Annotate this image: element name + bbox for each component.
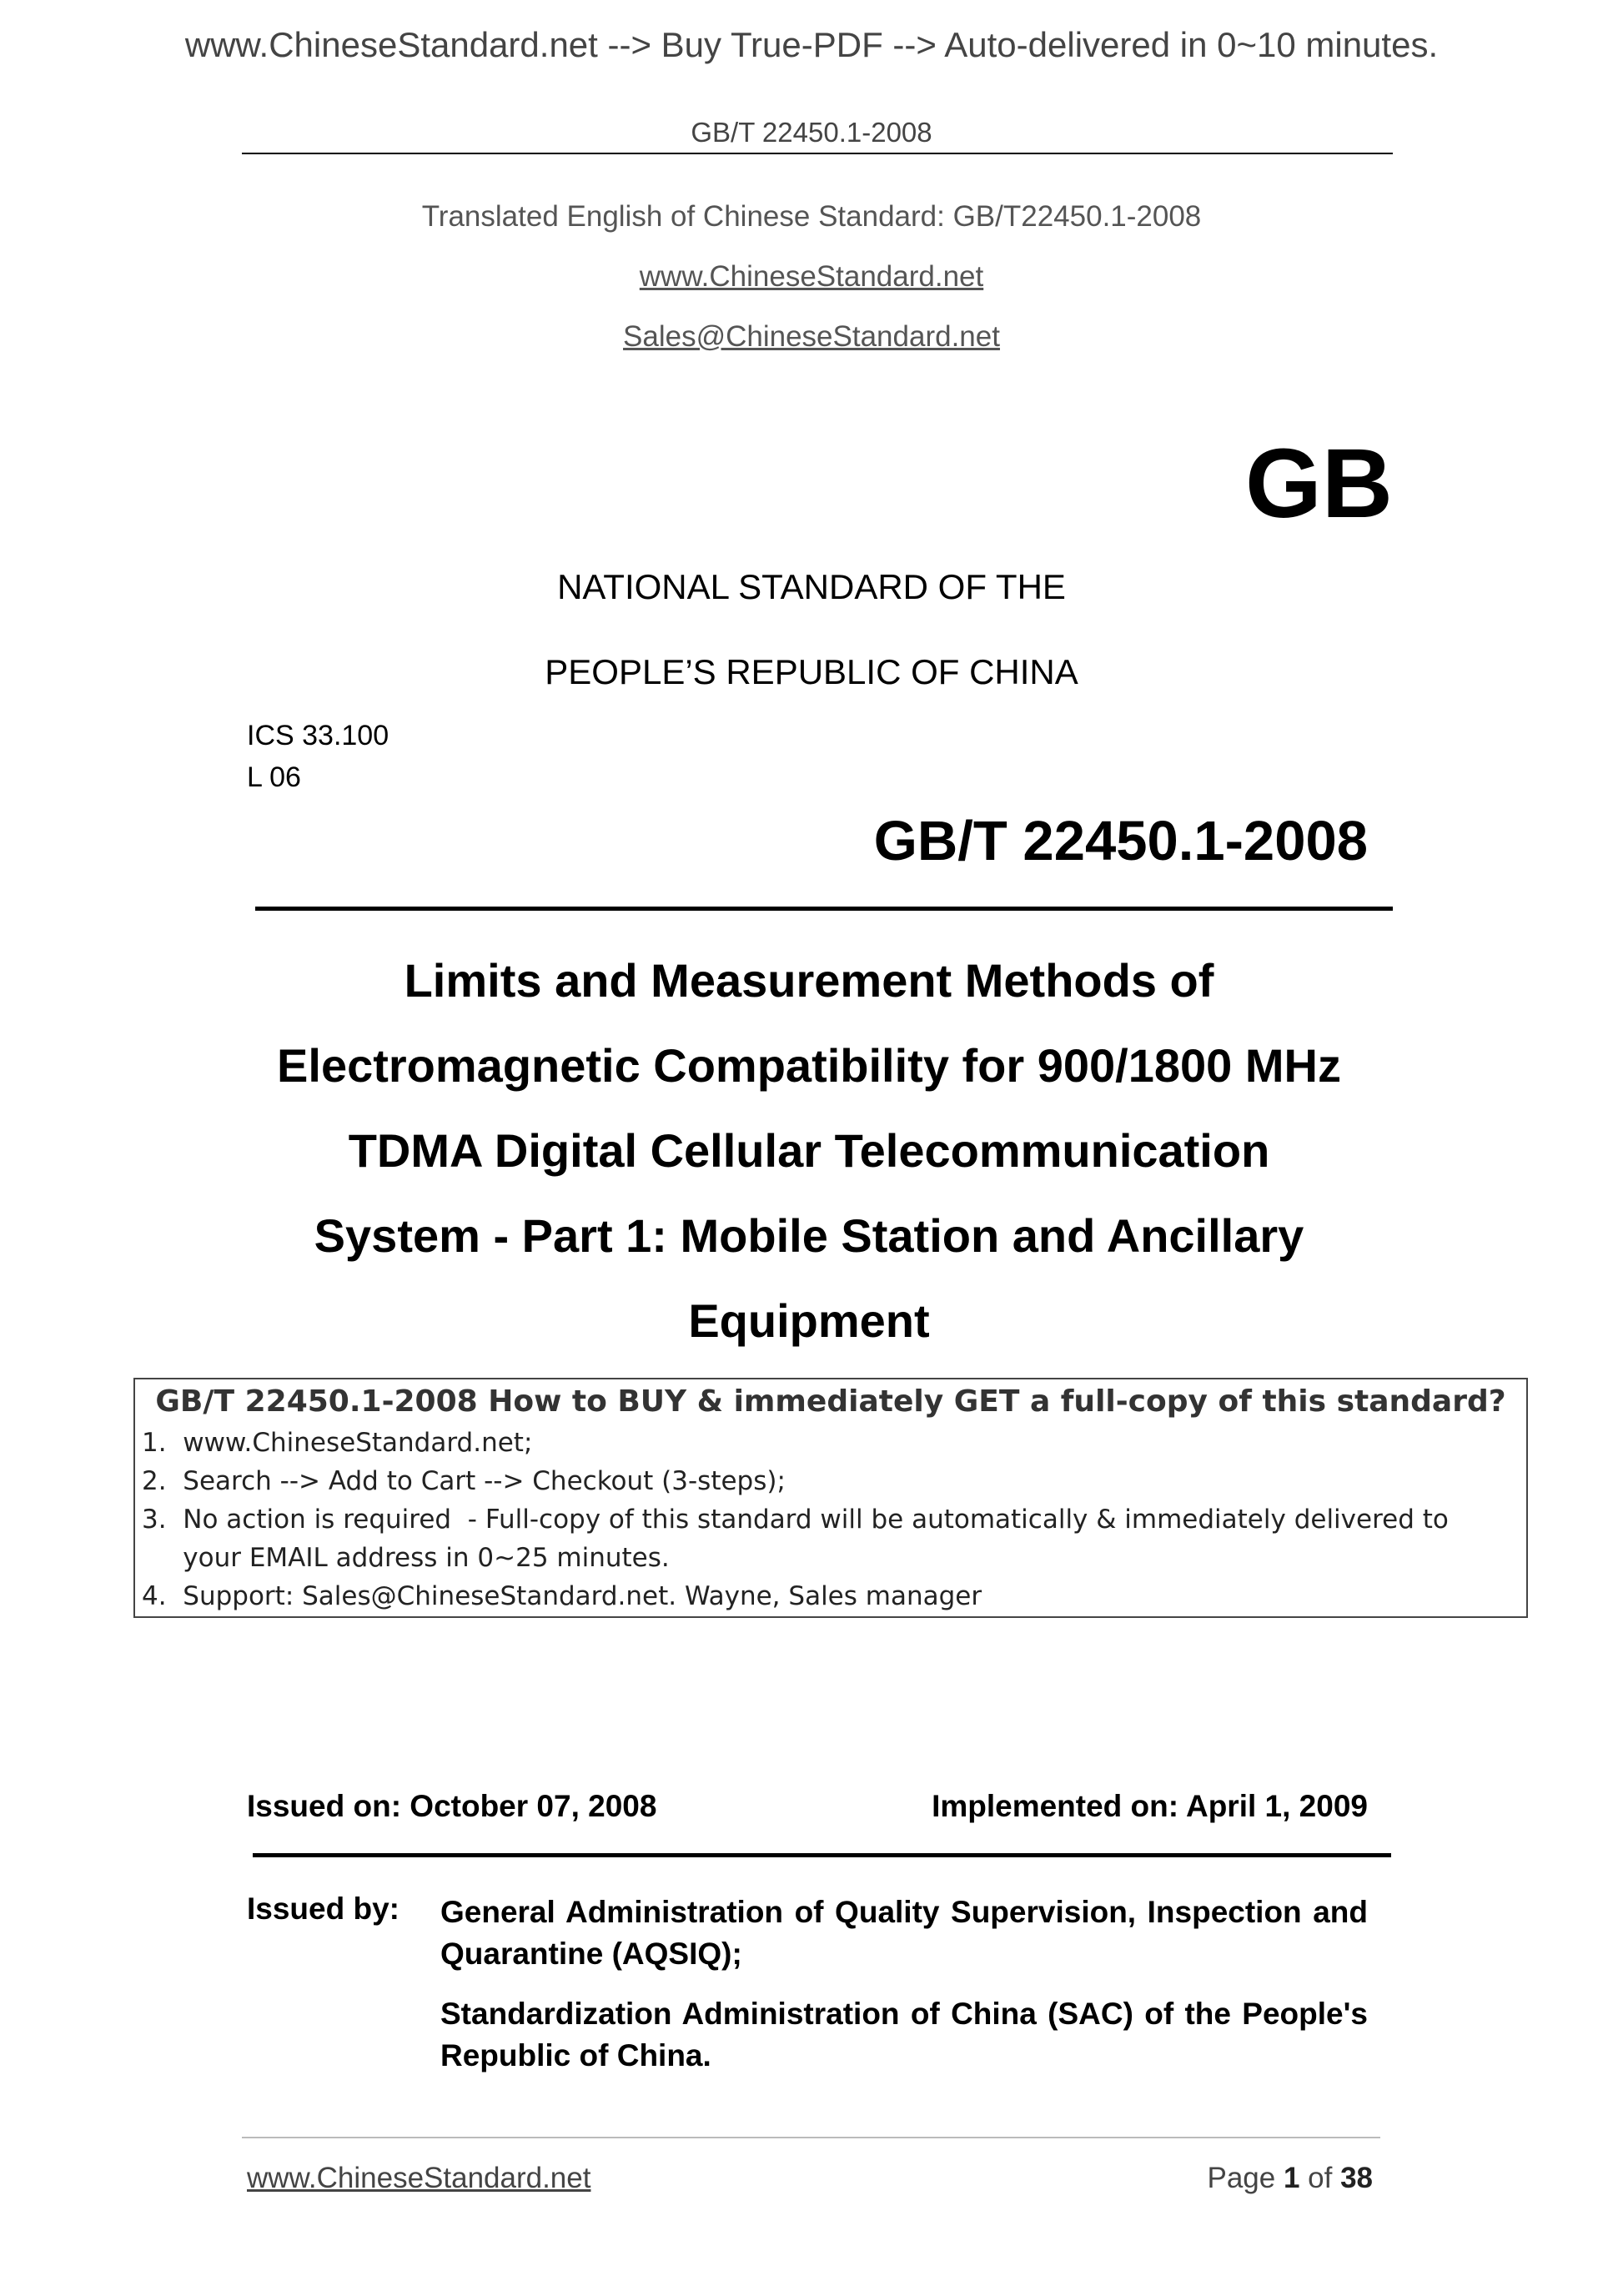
page-indicator	[1001, 2162, 1373, 2195]
gb-mark: GB	[1245, 429, 1393, 539]
page-prefix: Page	[1207, 2162, 1284, 2194]
purchase-info-box	[133, 1378, 1528, 1618]
translation-note: Translated English of Chinese Standard: GB/T22450.1-2008	[421, 200, 1202, 233]
national-standard-line1: NATIONAL STANDARD OF THE	[557, 567, 1066, 606]
dates-divider	[253, 1853, 1391, 1857]
email-link[interactable]: Sales@ChineseStandard.net	[623, 320, 1000, 353]
title-line: TDMA Digital Cellular Telecommunication	[348, 1124, 1270, 1177]
issued-by-label: Issued by:	[247, 1892, 399, 1926]
purchase-step-continued: your EMAIL address in 0~25 minutes.	[142, 1543, 670, 1573]
page-current: 1	[1283, 2162, 1300, 2194]
title-line: System - Part 1: Mobile Station and Ancillary	[314, 1209, 1304, 1262]
issuer-sac: Standardization Administration of China (SAC) of the People's Republic of China.	[440, 1997, 1368, 2072]
document-title	[209, 938, 1409, 1364]
purchase-step: 4. Support: Sales@ChineseStandard.net. Wayne, Sales manager	[142, 1581, 982, 1611]
website-link[interactable]: www.ChineseStandard.net	[639, 260, 984, 293]
national-standard-line2: PEOPLE’S REPUBLIC OF CHINA	[545, 652, 1078, 691]
page-total: 38	[1340, 2162, 1373, 2194]
page-of: of	[1299, 2162, 1341, 2194]
issued-date: Issued on: October 07, 2008	[247, 1789, 657, 1823]
purchase-step: 1. www.ChineseStandard.net;	[142, 1428, 533, 1458]
footer-website-link[interactable]: www.ChineseStandard.net	[247, 2162, 591, 2194]
purchase-box-title: GB/T 22450.1-2008 How to BUY & immediately GET a full-copy of this standard?	[155, 1384, 1506, 1419]
header-divider	[242, 153, 1393, 154]
header-banner: www.ChineseStandard.net --> Buy True-PDF --> Auto-delivered in 0~10 minutes.	[184, 25, 1439, 64]
issuer-aqsiq: General Administration of Quality Supervision, Inspection and Quarantine (AQSIQ);	[440, 1895, 1368, 1971]
title-divider	[255, 907, 1393, 911]
title-line: Electromagnetic Compatibility for 900/1800 MHz	[277, 1039, 1341, 1092]
standard-number: GB/T 22450.1-2008	[873, 810, 1368, 872]
email-link-row	[0, 320, 1623, 354]
title-line: Limits and Measurement Methods of	[404, 954, 1214, 1007]
purchase-step: 3. No action is required - Full-copy of this standard will be automatically & immediately delivered to	[142, 1505, 1449, 1535]
ics-code: ICS 33.100	[247, 720, 389, 751]
implemented-date: Implemented on: April 1, 2009	[932, 1789, 1368, 1823]
classification-code: L 06	[247, 761, 301, 793]
website-link-row	[0, 260, 1623, 294]
purchase-step: 2. Search --> Add to Cart --> Checkout (3-steps);	[142, 1466, 786, 1496]
header-standard-number: GB/T 22450.1-2008	[691, 117, 932, 148]
footer-divider	[242, 2137, 1380, 2138]
title-line: Equipment	[688, 1294, 930, 1347]
